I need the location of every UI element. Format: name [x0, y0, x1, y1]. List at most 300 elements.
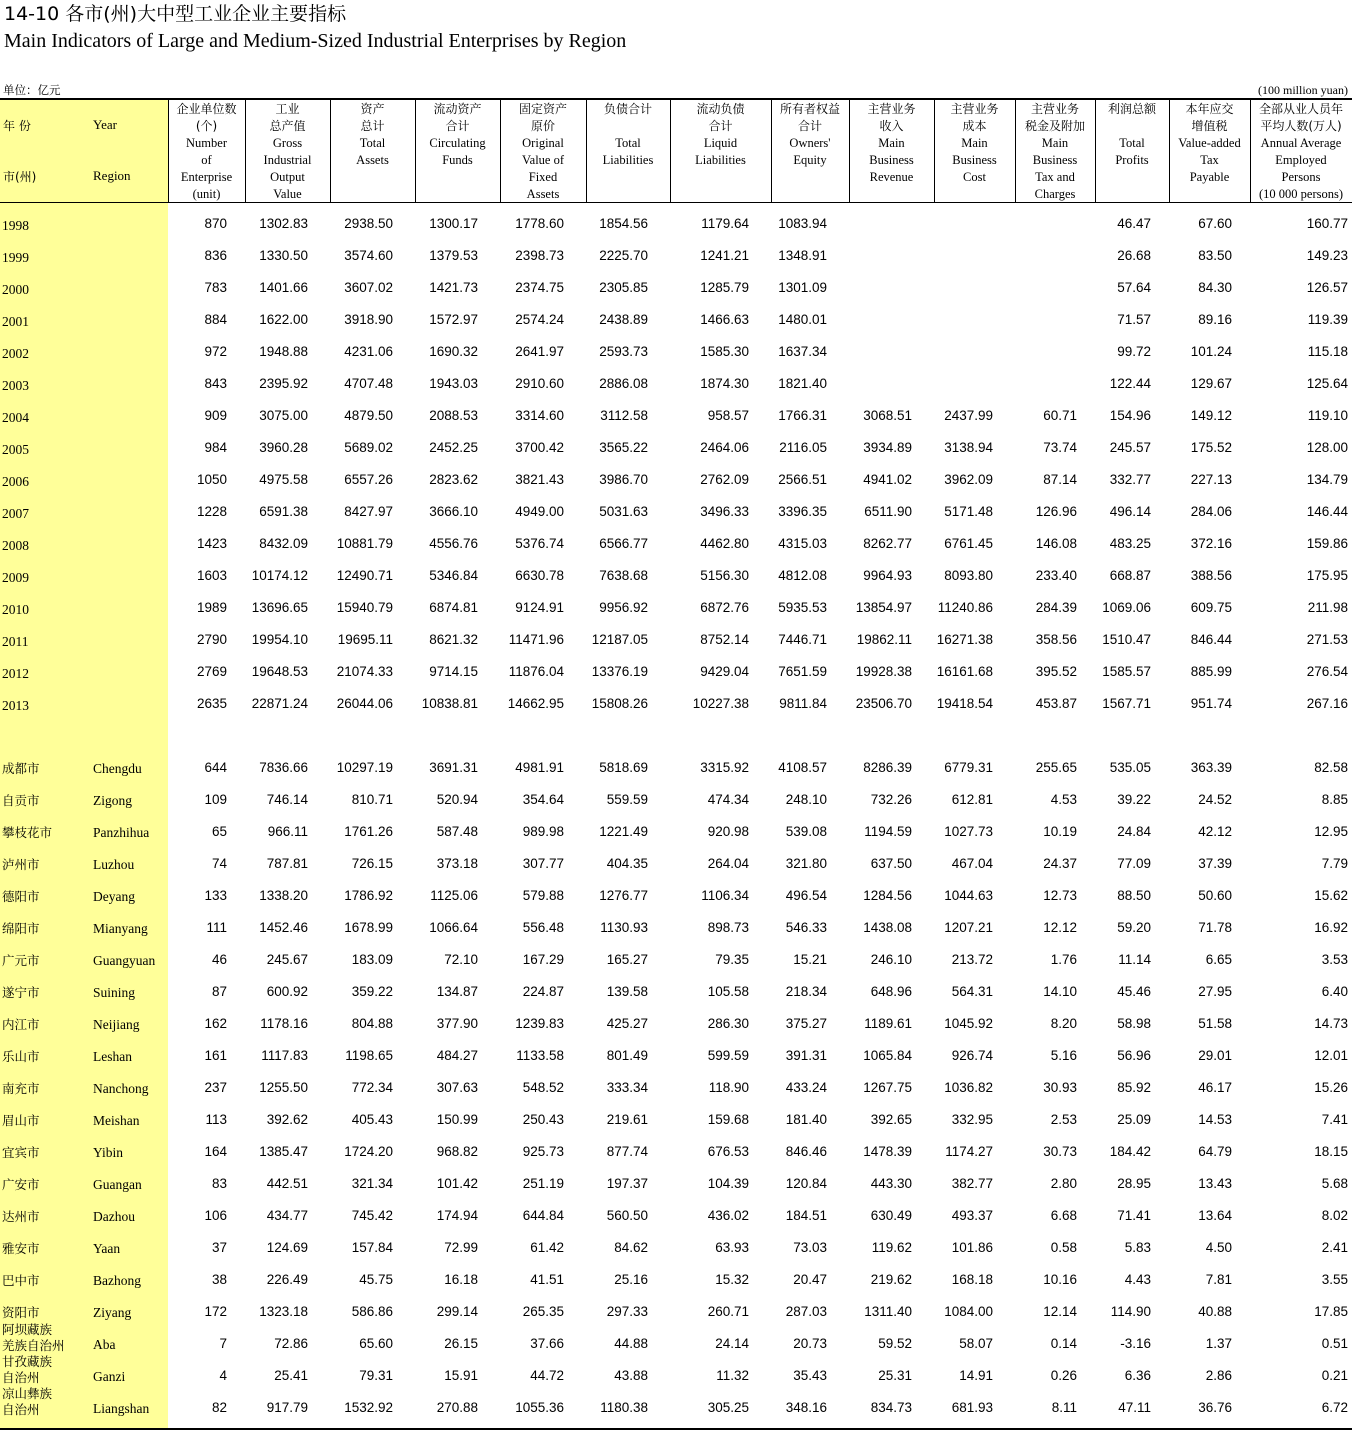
- table-cell: 6591.38: [259, 504, 308, 519]
- table-cell: 434.77: [266, 1208, 308, 1223]
- region-name-cn-line: 自治州: [2, 1370, 40, 1385]
- region-name-cn-line: 乐山市: [2, 1049, 40, 1064]
- table-cell: 65.60: [359, 1336, 393, 1351]
- table-cell: 8621.32: [429, 632, 478, 647]
- row-region-en: Neijiang: [93, 1017, 140, 1032]
- table-cell: 8752.14: [700, 632, 749, 647]
- table-cell: 260.71: [707, 1304, 749, 1319]
- table-cell: 2769: [196, 664, 227, 679]
- table-cell: 7.41: [1321, 1112, 1348, 1127]
- table-cell: 787.81: [266, 856, 308, 871]
- table-cell: 184.51: [785, 1208, 827, 1223]
- table-cell: 332.95: [951, 1112, 993, 1127]
- table-cell: [934, 330, 993, 362]
- table-cell: 5818.69: [599, 760, 648, 775]
- table-cell: 77.09: [1117, 856, 1151, 871]
- table-row: [0, 202, 1352, 234]
- table-cell: 681.93: [951, 1400, 993, 1415]
- table-cell: 125.64: [1306, 376, 1348, 391]
- table-cell: 26.15: [444, 1336, 478, 1351]
- row-region-en: Meishan: [93, 1113, 140, 1128]
- table-cell: 299.14: [436, 1304, 478, 1319]
- column-header-14: [1250, 100, 1352, 202]
- table-cell: 181.40: [785, 1112, 827, 1127]
- table-cell: 539.08: [785, 824, 827, 839]
- table-cell: 19928.38: [855, 664, 912, 679]
- table-cell: 113: [205, 1112, 227, 1127]
- row-region-en: Guangyuan: [93, 953, 156, 968]
- table-cell: 82.58: [1314, 760, 1348, 775]
- column-header-en-line: Main: [961, 136, 988, 150]
- table-cell: 2938.50: [344, 216, 393, 231]
- table-cell: 2088.53: [429, 408, 478, 423]
- table-cell: 920.98: [707, 824, 749, 839]
- row-year: 1998: [2, 218, 29, 233]
- table-cell: 846.46: [785, 1144, 827, 1159]
- table-cell: 59.20: [1117, 920, 1151, 935]
- table-cell: 109: [204, 792, 227, 807]
- table-cell: 391.31: [785, 1048, 827, 1063]
- table-cell: 7446.71: [778, 632, 827, 647]
- table-cell: 1179.64: [701, 216, 749, 231]
- table-cell: 496.14: [1109, 504, 1151, 519]
- table-cell: 746.14: [266, 792, 308, 807]
- table-cell: 133: [204, 888, 227, 903]
- table-cell: 25.31: [878, 1368, 912, 1383]
- table-cell: 74: [211, 856, 227, 871]
- table-cell: 4707.48: [344, 376, 393, 391]
- table-cell: 333.34: [606, 1080, 648, 1095]
- table-cell: 1055.36: [515, 1400, 564, 1415]
- table-cell: 227.13: [1190, 472, 1232, 487]
- table-cell: 197.37: [606, 1176, 648, 1191]
- table-cell: 3.53: [1321, 952, 1348, 967]
- table-cell: 0.26: [1050, 1368, 1077, 1383]
- table-cell: 609.75: [1190, 600, 1232, 615]
- table-cell: 354.64: [522, 792, 564, 807]
- table-cell: 5376.74: [515, 536, 564, 551]
- table-cell: 8.85: [1321, 792, 1348, 807]
- table-cell: 13854.97: [855, 600, 912, 615]
- table-cell: 162: [204, 1016, 227, 1031]
- table-cell: 972: [204, 344, 227, 359]
- column-header-cn-line: 流动资产: [433, 102, 482, 116]
- table-cell: 19418.54: [936, 696, 993, 711]
- table-cell: [1015, 330, 1077, 362]
- table-cell: 3962.09: [944, 472, 993, 487]
- table-cell: 175.52: [1190, 440, 1232, 455]
- table-cell: 1117.83: [261, 1048, 308, 1063]
- table-cell: 0.14: [1050, 1336, 1077, 1351]
- row-year: 2006: [2, 474, 29, 489]
- column-header-en-line: Equity: [793, 153, 827, 167]
- table-cell: 184.42: [1109, 1144, 1151, 1159]
- table-cell: 637.50: [870, 856, 912, 871]
- region-name-cn-line: 德阳市: [2, 889, 40, 904]
- table-cell: [934, 266, 993, 298]
- table-cell: 425.27: [606, 1016, 648, 1031]
- table-cell: 126.57: [1306, 280, 1348, 295]
- table-cell: 71.57: [1117, 312, 1151, 327]
- table-cell: [1015, 234, 1077, 266]
- table-cell: 2437.99: [944, 408, 993, 423]
- table-cell: 377.90: [436, 1016, 478, 1031]
- table-cell: 14.10: [1043, 984, 1077, 999]
- column-header-10: [934, 100, 1015, 202]
- table-cell: 99.72: [1117, 344, 1151, 359]
- row-region-cn: [2, 1322, 90, 1354]
- table-cell: 783: [204, 280, 227, 295]
- table-cell: 359.22: [351, 984, 393, 999]
- row-region-en: Yaan: [93, 1241, 121, 1256]
- table-cell: 118.90: [708, 1080, 749, 1095]
- table-cell: 4812.08: [778, 568, 827, 583]
- column-header-en-line: Main: [878, 136, 905, 150]
- table-cell: 648.96: [870, 984, 912, 999]
- region-name-cn-line: 阿坝藏族: [2, 1322, 53, 1337]
- table-cell: 13.43: [1198, 1176, 1232, 1191]
- table-cell: 10.16: [1043, 1272, 1077, 1287]
- table-cell: 3918.90: [344, 312, 393, 327]
- column-header-cn-line: 负债合计: [603, 102, 652, 116]
- table-cell: 587.48: [436, 824, 478, 839]
- table-cell: 1178.16: [260, 1016, 308, 1031]
- table-cell: 63.93: [715, 1240, 749, 1255]
- table-cell: 2566.51: [778, 472, 827, 487]
- row-region-cn: [2, 746, 90, 778]
- column-header-cn-line: 主营业务: [867, 102, 916, 116]
- table-cell: 1724.20: [344, 1144, 393, 1159]
- table-cell: 13696.65: [251, 600, 308, 615]
- table-cell: 1401.66: [259, 280, 308, 295]
- table-cell: 1423: [196, 536, 227, 551]
- column-header-en-line: Assets: [526, 187, 560, 201]
- table-cell: 1572.97: [429, 312, 478, 327]
- table-cell: 4975.58: [259, 472, 308, 487]
- table-cell: 15.32: [715, 1272, 749, 1287]
- table-cell: 1.76: [1050, 952, 1077, 967]
- table-cell: 83.50: [1198, 248, 1232, 263]
- row-year: 2003: [2, 378, 29, 393]
- column-header-en-line: Tax: [1200, 153, 1219, 167]
- table-cell: 6.65: [1205, 952, 1232, 967]
- table-cell: 1084.00: [944, 1304, 993, 1319]
- table-row: [0, 298, 1352, 330]
- table-cell: 5.83: [1124, 1240, 1151, 1255]
- column-header-en-line: Employed: [1275, 153, 1327, 167]
- column-header-en-line: Revenue: [869, 170, 914, 184]
- table-row: [0, 554, 1352, 586]
- table-cell: 1452.46: [259, 920, 308, 935]
- table-cell: 82: [211, 1400, 227, 1415]
- table-cell: 8.20: [1050, 1016, 1077, 1031]
- table-cell: 101.42: [436, 1176, 478, 1191]
- row-year: 2009: [2, 570, 29, 585]
- table-cell: 3607.02: [344, 280, 393, 295]
- table-cell: 161: [204, 1048, 227, 1063]
- table-cell: 149.23: [1306, 248, 1348, 263]
- table-cell: 3075.00: [259, 408, 308, 423]
- column-header-en-line: [626, 118, 629, 135]
- row-region-cn: [2, 1258, 90, 1290]
- column-header-en-line: (unit): [192, 187, 221, 201]
- table-cell: 248.10: [785, 792, 827, 807]
- row-year: 2000: [2, 282, 29, 297]
- table-cell: 307.77: [522, 856, 564, 871]
- table-cell: 129.67: [1190, 376, 1232, 391]
- column-header-en-line: [1130, 118, 1133, 135]
- table-cell: 1510.47: [1102, 632, 1151, 647]
- table-cell: 1174.27: [945, 1144, 993, 1159]
- table-cell: 122.44: [1109, 376, 1151, 391]
- table-cell: [934, 234, 993, 266]
- column-header-cn-line: 利润总额: [1107, 102, 1156, 116]
- table-cell: 12.01: [1314, 1048, 1348, 1063]
- table-cell: 7.81: [1205, 1272, 1232, 1287]
- table-cell: 219.62: [870, 1272, 912, 1287]
- table-cell: 72.10: [444, 952, 478, 967]
- table-cell: 372.16: [1190, 536, 1232, 551]
- table-cell: 11876.04: [508, 664, 564, 679]
- table-cell: 26.68: [1117, 248, 1151, 263]
- table-cell: 83: [211, 1176, 227, 1191]
- table-cell: 233.40: [1035, 568, 1077, 583]
- table-cell: [1015, 298, 1077, 330]
- table-cell: 15940.79: [336, 600, 393, 615]
- table-cell: 4315.03: [778, 536, 827, 551]
- row-year: 2007: [2, 506, 29, 521]
- table-cell: 6874.81: [429, 600, 478, 615]
- column-header-en-line: Gross: [272, 136, 303, 150]
- table-cell: 6779.31: [944, 760, 993, 775]
- table-cell: 172: [204, 1304, 227, 1319]
- header-year-cn: 年 份: [3, 119, 31, 133]
- table-cell: 226.49: [266, 1272, 308, 1287]
- table-cell: 24.37: [1043, 856, 1077, 871]
- column-header-cn-line: 总计: [360, 119, 385, 133]
- table-cell: 1323.18: [259, 1304, 308, 1319]
- table-cell: 579.88: [522, 888, 564, 903]
- column-header-en-line: Liabilities: [602, 153, 654, 167]
- table-cell: 13.64: [1198, 1208, 1232, 1223]
- table-row: [0, 394, 1352, 426]
- row-region-en: Aba: [93, 1337, 116, 1352]
- table-cell: 159.86: [1306, 536, 1348, 551]
- row-region-en: Liangshan: [93, 1401, 150, 1416]
- table-cell: 36.76: [1198, 1400, 1232, 1415]
- table-cell: 43.88: [614, 1368, 648, 1383]
- table-cell: 3691.31: [429, 760, 478, 775]
- table-cell: 6872.76: [700, 600, 749, 615]
- table-cell: 2886.08: [599, 376, 648, 391]
- table-cell: 1338.20: [259, 888, 308, 903]
- row-year: 2004: [2, 410, 29, 425]
- table-cell: 276.54: [1306, 664, 1348, 679]
- table-cell: 7651.59: [778, 664, 827, 679]
- table-cell: 175.95: [1306, 568, 1348, 583]
- table-cell: 10227.38: [692, 696, 749, 711]
- region-name-cn-line: 内江市: [2, 1017, 40, 1032]
- table-cell: 6630.78: [515, 568, 564, 583]
- table-cell: 1239.83: [515, 1016, 564, 1031]
- table-cell: 71.41: [1117, 1208, 1151, 1223]
- table-cell: 1678.99: [344, 920, 393, 935]
- table-cell: 9124.91: [515, 600, 564, 615]
- table-cell: 1106.34: [701, 888, 749, 903]
- column-header-cn-line: 资产: [360, 102, 385, 116]
- table-cell: 126.96: [1035, 504, 1077, 519]
- region-name-cn-line: 成都市: [2, 761, 40, 776]
- table-cell: 958.57: [707, 408, 749, 423]
- table-cell: 6557.26: [344, 472, 393, 487]
- table-row: [0, 1322, 1352, 1354]
- table-cell: 59.52: [878, 1336, 912, 1351]
- table-cell: 726.15: [351, 856, 393, 871]
- table-cell: 474.34: [707, 792, 749, 807]
- row-region-en: Mianyang: [93, 921, 148, 936]
- table-row: [0, 522, 1352, 554]
- table-title-cn: 14-10 各市(州)大中型工业企业主要指标: [4, 3, 347, 25]
- row-region-cn: [2, 970, 90, 1002]
- table-cell: 4.43: [1124, 1272, 1151, 1287]
- table-cell: 1603: [196, 568, 227, 583]
- table-cell: 26044.06: [336, 696, 393, 711]
- table-cell: 60.71: [1043, 408, 1077, 423]
- table-cell: 373.18: [436, 856, 478, 871]
- table-row: [0, 682, 1352, 714]
- table-cell: 453.87: [1035, 696, 1077, 711]
- table-cell: 3700.42: [515, 440, 564, 455]
- column-header-en-line: of: [201, 153, 212, 167]
- column-header-cn-line: 主营业务: [1030, 102, 1079, 116]
- table-cell: 46.47: [1117, 216, 1151, 231]
- table-cell: 101.86: [951, 1240, 993, 1255]
- table-cell: 50.60: [1198, 888, 1232, 903]
- table-cell: 3496.33: [700, 504, 749, 519]
- row-region-en: Nanchong: [93, 1081, 149, 1096]
- table-cell: 804.88: [351, 1016, 393, 1031]
- table-cell: 12490.71: [336, 568, 393, 583]
- row-year: 1999: [2, 250, 29, 265]
- table-cell: 1385.47: [259, 1144, 308, 1159]
- table-cell: 630.49: [870, 1208, 912, 1223]
- table-cell: 19648.53: [251, 664, 308, 679]
- region-name-cn-line: 攀枝花市: [2, 825, 53, 840]
- column-header-en-line: Annual Average: [1260, 136, 1342, 150]
- table-cell: 297.33: [606, 1304, 648, 1319]
- region-name-cn-line: 雅安市: [2, 1241, 40, 1256]
- table-cell: 358.56: [1035, 632, 1077, 647]
- table-cell: 1130.93: [600, 920, 648, 935]
- table-cell: 168.18: [951, 1272, 993, 1287]
- table-cell: 270.88: [436, 1400, 478, 1415]
- table-cell: 321.34: [351, 1176, 393, 1191]
- table-cell: 4981.91: [515, 760, 564, 775]
- row-region-en: Luzhou: [93, 857, 135, 872]
- row-region-cn: [2, 778, 90, 810]
- table-cell: 1330.50: [259, 248, 308, 263]
- table-cell: 6.40: [1321, 984, 1348, 999]
- table-cell: 1207.21: [944, 920, 993, 935]
- table-row: [0, 426, 1352, 458]
- table-cell: 332.77: [1109, 472, 1151, 487]
- column-header-cn-line: 合计: [445, 119, 470, 133]
- row-region-cn: [2, 938, 90, 970]
- column-header-cn-line: 成本: [962, 119, 987, 133]
- table-cell: 12.73: [1043, 888, 1077, 903]
- row-region-cn: [2, 1226, 90, 1258]
- table-cell: 1189.61: [864, 1016, 912, 1031]
- table-cell: 120.84: [785, 1176, 827, 1191]
- column-header-en-line: Payable: [1189, 170, 1230, 184]
- table-cell: 14.53: [1198, 1112, 1232, 1127]
- table-cell: 966.11: [267, 824, 308, 839]
- table-cell: 251.19: [522, 1176, 564, 1191]
- row-region-cn: [2, 1098, 90, 1130]
- table-cell: 4879.50: [344, 408, 393, 423]
- table-cell: 15.91: [444, 1368, 478, 1383]
- region-name-cn-line: 自贡市: [2, 793, 40, 808]
- row-region-en: Guangan: [93, 1177, 142, 1192]
- table-cell: 846.44: [1190, 632, 1232, 647]
- region-name-cn-line: 绵阳市: [2, 921, 40, 936]
- row-region-cn: [2, 874, 90, 906]
- row-region-cn: [2, 810, 90, 842]
- table-cell: 73.74: [1043, 440, 1077, 455]
- column-header-6: [586, 100, 670, 202]
- region-name-cn-line: 南充市: [2, 1081, 40, 1096]
- table-cell: -3.16: [1120, 1336, 1151, 1351]
- table-cell: 167.29: [522, 952, 564, 967]
- table-cell: 146.08: [1035, 536, 1077, 551]
- row-region-en: Dazhou: [93, 1209, 135, 1224]
- table-cell: 87.14: [1043, 472, 1077, 487]
- table-cell: 1466.63: [700, 312, 749, 327]
- column-header-en-line: Business: [952, 153, 997, 167]
- table-cell: 2790: [196, 632, 227, 647]
- table-cell: 1255.50: [259, 1080, 308, 1095]
- row-region-cn: [2, 1066, 90, 1098]
- table-cell: 71.78: [1198, 920, 1232, 935]
- column-header-en-line: Total: [359, 136, 386, 150]
- table-cell: 211.98: [1307, 600, 1348, 615]
- table-cell: 644: [204, 760, 227, 775]
- table-cell: 1267.75: [863, 1080, 912, 1095]
- table-cell: 8.11: [1051, 1400, 1077, 1415]
- table-cell: 250.43: [522, 1112, 564, 1127]
- column-header-cn-line: 合计: [708, 119, 733, 133]
- table-cell: 1874.30: [700, 376, 749, 391]
- table-cell: 57.64: [1117, 280, 1151, 295]
- table-cell: 5171.48: [944, 504, 993, 519]
- table-cell: 5.68: [1321, 1176, 1348, 1191]
- table-cell: 3.55: [1321, 1272, 1348, 1287]
- table-cell: 22871.24: [251, 696, 308, 711]
- table-cell: 1036.82: [944, 1080, 993, 1095]
- region-name-cn-line: 自治州: [2, 1402, 40, 1417]
- table-cell: 213.72: [951, 952, 993, 967]
- table-cell: 600.92: [266, 984, 308, 999]
- table-cell: 2641.97: [515, 344, 564, 359]
- table-row: [0, 1226, 1352, 1258]
- table-cell: 218.34: [785, 984, 827, 999]
- table-cell: 810.71: [351, 792, 393, 807]
- table-row: [0, 266, 1352, 298]
- table-row: [0, 330, 1352, 362]
- row-region-en: Deyang: [93, 889, 135, 904]
- table-cell: 3138.94: [944, 440, 993, 455]
- region-name-cn-line: 羌族自治州: [2, 1338, 65, 1353]
